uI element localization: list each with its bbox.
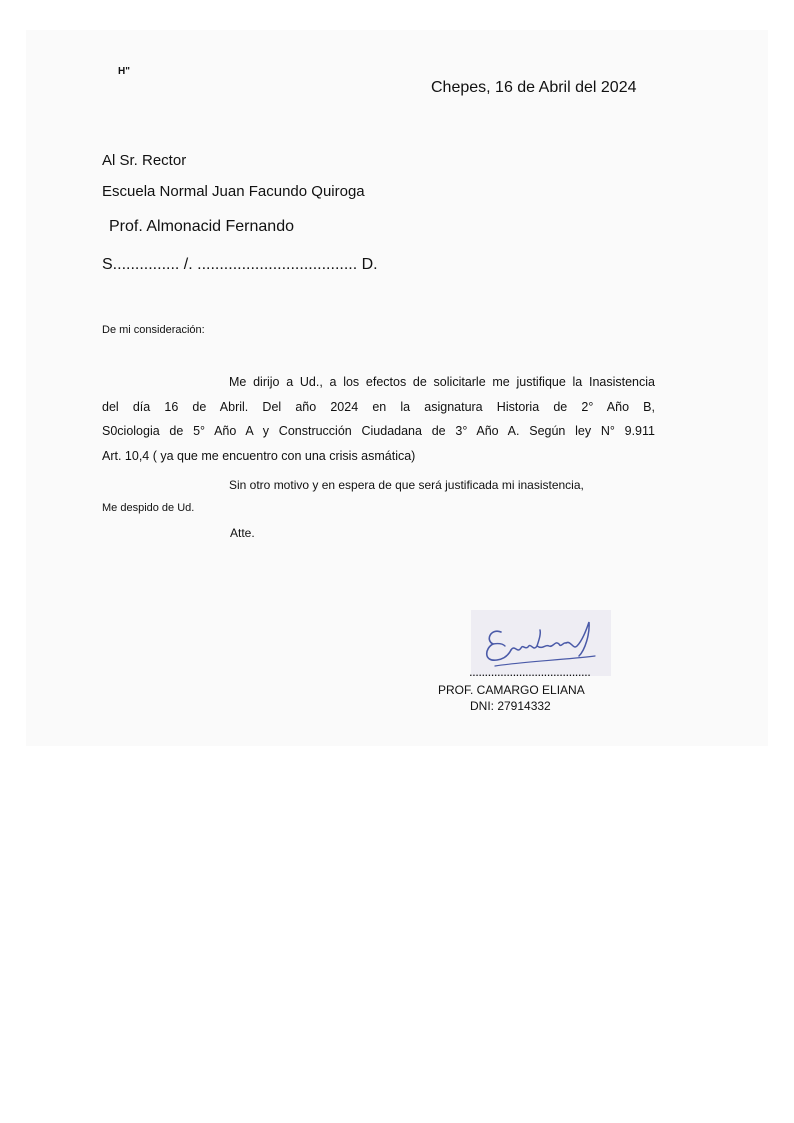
signer-dni: DNI: 27914332 <box>470 699 551 713</box>
body-line-2: del día 16 de Abril. Del año 2024 en la asignatura Historia de 2° Año B, <box>102 399 655 414</box>
closing-line: Sin otro motivo y en espera de que será justificada mi inasistencia, <box>229 478 584 492</box>
farewell-line: Me despido de Ud. <box>102 502 195 514</box>
letter-body <box>102 370 655 468</box>
recipient-name: Prof. Almonacid Fernando <box>109 218 294 235</box>
letter-greeting: De mi consideración: <box>102 324 205 336</box>
recipient-salutation: S............... /. .................................... D. <box>102 256 378 273</box>
body-line-4: Art. 10,4 ( ya que me encuentro con una crisis asmática) <box>102 448 416 463</box>
atte-line: Atte. <box>230 526 255 540</box>
recipient-school: Escuela Normal Juan Facundo Quiroga <box>102 183 365 200</box>
recipient-title: Al Sr. Rector <box>102 152 187 169</box>
signer-name: PROF. CAMARGO ELIANA <box>438 683 585 697</box>
body-line-3: S0ciologia de 5° Año A y Construcción Ciudadana de 3° Año A. Según ley N° 9.911 <box>102 424 655 438</box>
letter-date: Chepes, 16 de Abril del 2024 <box>431 79 637 96</box>
document-mark: H" <box>118 66 130 77</box>
signature-line: ....................................... <box>469 664 591 679</box>
body-line-1: Me dirijo a Ud., a los efectos de solicitarle me justifique la Inasistencia <box>229 375 655 389</box>
